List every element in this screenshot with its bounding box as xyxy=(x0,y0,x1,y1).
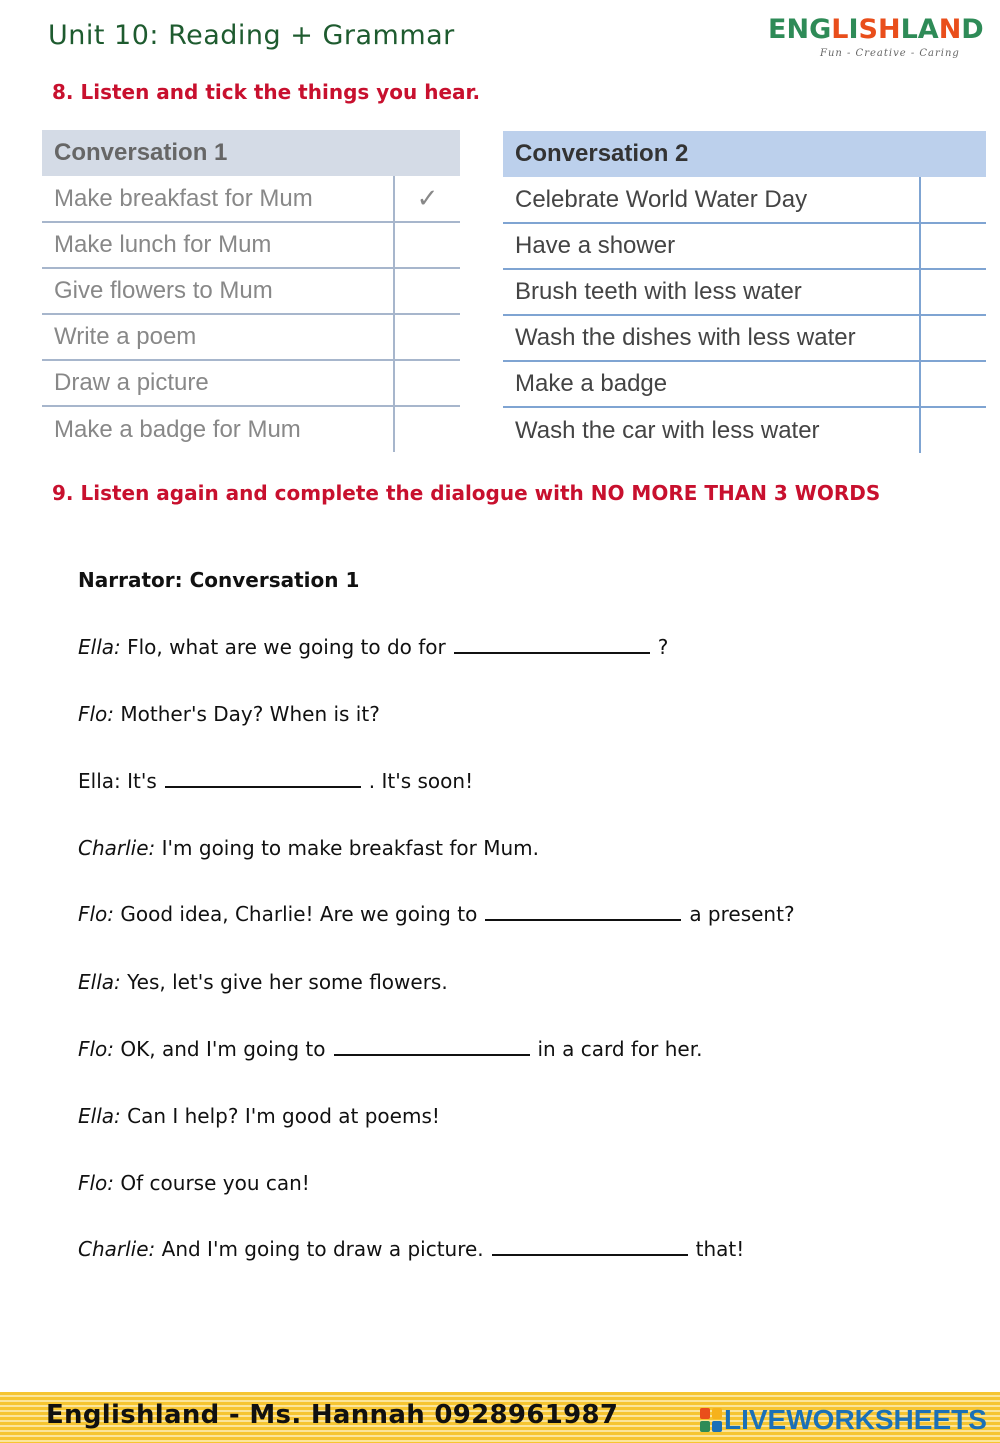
conversation-2-item-label: Make a badge xyxy=(503,361,920,407)
dialogue-text: I'm going to make breakfast for Mum. xyxy=(155,836,539,860)
conversation-2-row xyxy=(503,269,986,315)
logo-letter: D xyxy=(961,14,984,45)
logo-letter: N xyxy=(786,14,810,45)
unit-title: Unit 10: Reading + Grammar xyxy=(48,20,455,51)
conversation-1-item-label: Make a badge for Mum xyxy=(54,415,301,443)
conversation-1-item-label: Give flowers to Mum xyxy=(42,268,394,314)
section-9-heading: 9. Listen again and complete the dialogue with NO MORE THAN 3 WORDS xyxy=(52,481,881,505)
answer-blank[interactable] xyxy=(334,1042,530,1056)
dialogue-text: OK, and I'm going to xyxy=(114,1037,326,1061)
conversation-2-item-label: Wash the dishes with less water xyxy=(503,315,920,361)
conversation-2-tick-box[interactable] xyxy=(920,177,986,223)
conversation-2-table xyxy=(503,131,986,453)
dialogue-line xyxy=(78,902,795,926)
dialogue-text: Mother's Day? When is it? xyxy=(114,702,380,726)
conversation-2-tick-box[interactable] xyxy=(920,407,986,453)
dialogue-text-after: ? xyxy=(657,635,669,659)
conversation-2-row xyxy=(503,361,986,407)
logo-letter: A xyxy=(917,14,939,45)
conversation-2-tick-box[interactable] xyxy=(920,361,986,407)
conversation-1-item-label: Draw a picture xyxy=(42,360,394,406)
conversation-2-row xyxy=(503,223,986,269)
answer-blank[interactable] xyxy=(485,907,681,921)
logo-letter: L xyxy=(900,14,918,45)
dialogue-line xyxy=(78,769,473,793)
dialogue-speaker: Flo: xyxy=(78,902,115,926)
dialogue-speaker: Flo: xyxy=(78,1171,115,1195)
dialogue-text-after: that! xyxy=(695,1237,745,1261)
dialogue-speaker: Flo: xyxy=(78,1037,115,1061)
conversation-1-row xyxy=(42,314,460,360)
logo-letter: E xyxy=(768,14,787,45)
conversation-1-tick-box[interactable] xyxy=(394,406,460,452)
dialogue-text: And I'm going to draw a picture. xyxy=(155,1237,484,1261)
logo-letter: L xyxy=(831,14,849,45)
liveworksheets-brand xyxy=(700,1404,987,1436)
logo-wordmark xyxy=(768,14,984,45)
englishland-logo xyxy=(768,14,984,59)
conversation-1-row xyxy=(42,176,460,222)
dialogue-speaker: Charlie: xyxy=(78,1237,156,1261)
dialogue-line xyxy=(78,970,448,994)
conversation-1-tick-box[interactable]: ✓ xyxy=(394,176,460,222)
dialogue-speaker: Ella: xyxy=(78,635,121,659)
logo-letter: I xyxy=(848,14,859,45)
conversation-2-item-label: Wash the car with less water xyxy=(515,416,820,444)
dialogue-line xyxy=(78,1037,702,1061)
conversation-1-item-label: Make lunch for Mum xyxy=(42,222,394,268)
dialogue-text-after: . It's soon! xyxy=(368,769,474,793)
dialogue-text-after: in a card for her. xyxy=(537,1037,703,1061)
conversation-2-item-label: Brush teeth with less water xyxy=(503,269,920,315)
conversation-1-tick-box[interactable] xyxy=(394,222,460,268)
conversation-1-tick-box[interactable] xyxy=(394,314,460,360)
footer-text: Englishland - Ms. Hannah 0928961987 xyxy=(46,1400,619,1430)
conversation-2-tick-box[interactable] xyxy=(920,315,986,361)
conversation-2-tick-box[interactable] xyxy=(920,223,986,269)
dialogue-text: Yes, let's give her some flowers. xyxy=(120,970,448,994)
liveworksheets-icon xyxy=(700,1408,722,1432)
liveworksheets-label: LIVEWORKSHEETS xyxy=(724,1404,987,1435)
conversation-1-row xyxy=(42,268,460,314)
dialogue-speaker: Ella: xyxy=(78,970,121,994)
conversation-1-tick-box[interactable] xyxy=(394,268,460,314)
section-8-heading: 8. Listen and tick the things you hear. xyxy=(52,80,481,104)
dialogue-speaker: Flo: xyxy=(78,702,115,726)
narrator-line: Narrator: Conversation 1 xyxy=(78,568,360,592)
dialogue-text: It's xyxy=(120,769,157,793)
footer xyxy=(0,1392,1000,1443)
dialogue-line xyxy=(78,702,380,726)
dialogue-text: Can I help? I'm good at poems! xyxy=(120,1104,440,1128)
dialogue-speaker: Ella: xyxy=(78,769,121,793)
answer-blank[interactable] xyxy=(165,774,361,788)
logo-letter: G xyxy=(809,14,832,45)
logo-tagline: Fun - Creative - Caring xyxy=(820,48,960,59)
dialogue-line xyxy=(78,836,539,860)
conversation-2-row xyxy=(503,177,986,223)
logo-letter: H xyxy=(877,14,901,45)
conversation-2-row xyxy=(503,407,986,453)
conversation-2-item-label: Celebrate World Water Day xyxy=(503,177,920,223)
dialogue-text: Flo, what are we going to do for xyxy=(120,635,446,659)
conversation-1-table xyxy=(42,130,460,452)
conversation-1-item-label: Make breakfast for Mum xyxy=(42,176,394,222)
dialogue-line xyxy=(78,1171,310,1195)
dialogue-text: Of course you can! xyxy=(114,1171,310,1195)
logo-letter: N xyxy=(938,14,962,45)
answer-blank[interactable] xyxy=(492,1242,688,1256)
logo-letter: S xyxy=(858,14,878,45)
conversation-1-row xyxy=(42,406,460,452)
conversation-1-title: Conversation 1 xyxy=(42,130,460,176)
dialogue-speaker: Ella: xyxy=(78,1104,121,1128)
conversation-2-tick-box[interactable] xyxy=(920,269,986,315)
answer-blank[interactable] xyxy=(454,640,650,654)
dialogue-text: Good idea, Charlie! Are we going to xyxy=(114,902,478,926)
dialogue-line xyxy=(78,1104,440,1128)
dialogue-text-after: a present? xyxy=(689,902,795,926)
conversation-1-item-label: Write a poem xyxy=(42,314,394,360)
conversation-1-tick-box[interactable] xyxy=(394,360,460,406)
dialogue-line xyxy=(78,1237,744,1261)
conversation-2-title: Conversation 2 xyxy=(503,131,986,177)
conversation-2-row xyxy=(503,315,986,361)
conversation-2-item-label: Have a shower xyxy=(503,223,920,269)
conversation-1-row xyxy=(42,360,460,406)
conversation-1-row xyxy=(42,222,460,268)
dialogue-line xyxy=(78,635,668,659)
dialogue-speaker: Charlie: xyxy=(78,836,156,860)
